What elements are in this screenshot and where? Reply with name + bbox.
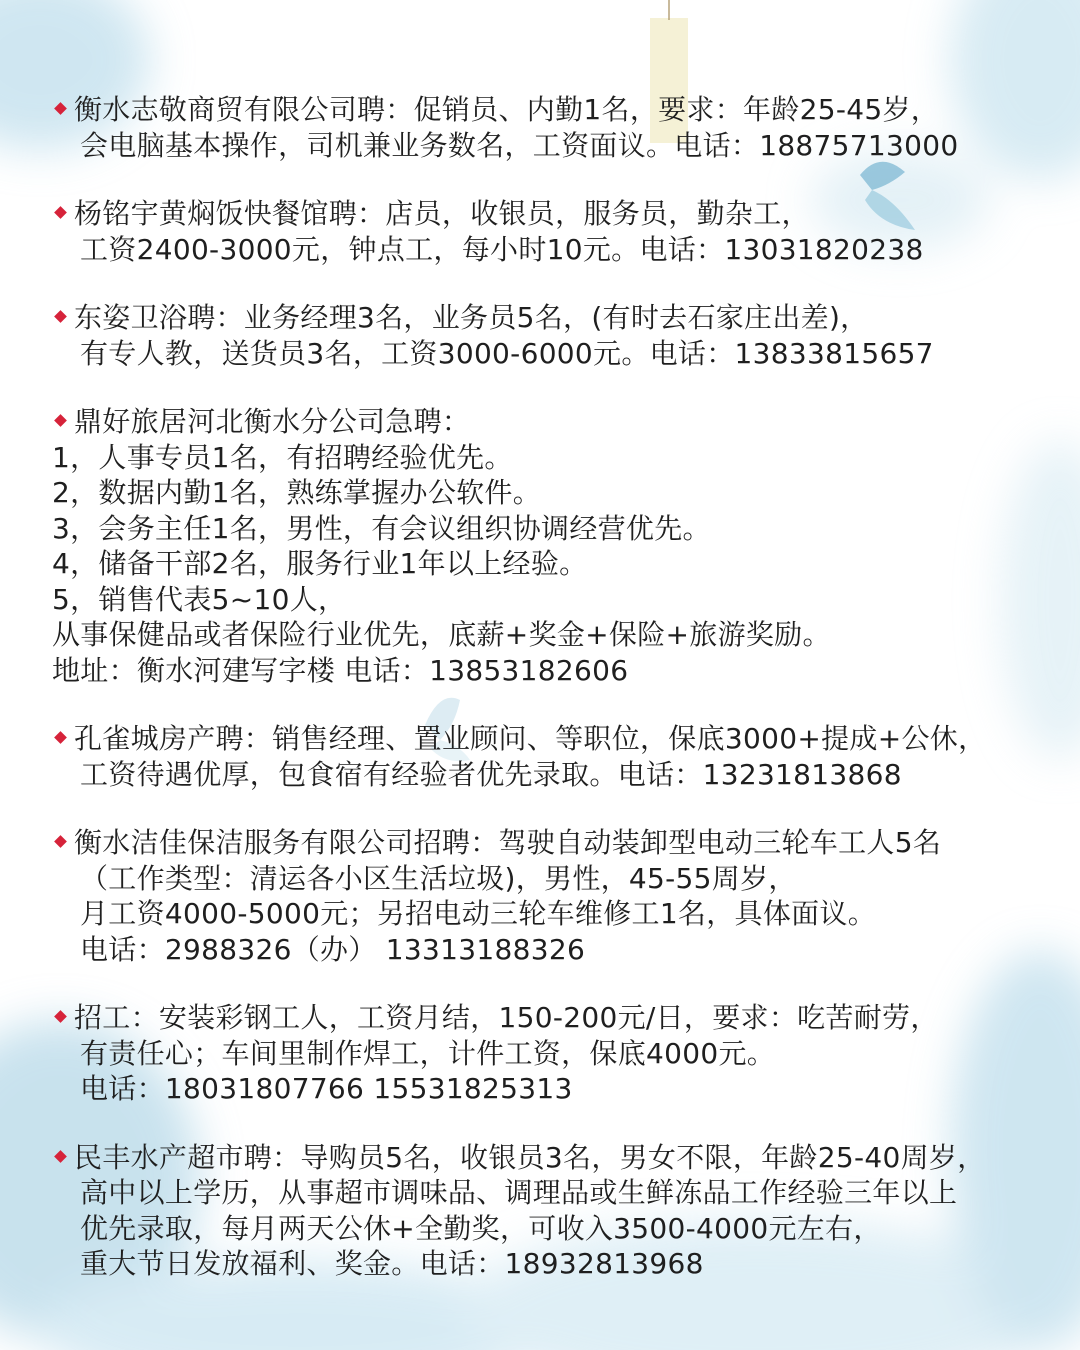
red-diamond-bullet-icon <box>54 414 67 427</box>
job-post-line <box>52 511 1042 547</box>
job-post-line <box>52 653 1042 689</box>
job-post <box>52 92 1042 163</box>
line-text: 衡水志敬商贸有限公司聘：促销员、内勤1名，要求：年龄25-45岁， <box>74 93 940 126</box>
job-listings <box>52 92 1042 1315</box>
job-post-title <box>52 721 1042 757</box>
red-diamond-bullet-icon <box>54 206 67 219</box>
job-post-line <box>52 1071 1042 1107</box>
job-post-line <box>52 128 1042 164</box>
line-text: 会电脑基本操作，司机兼业务数名，工资面议。电话：18875713000 <box>80 128 959 162</box>
job-post-line <box>52 1175 1042 1211</box>
line-text: 杨铭宇黄焖饭快餐馆聘：店员，收银员，服务员，勤杂工， <box>74 197 810 230</box>
line-text: 东姿卫浴聘：业务经理3名，业务员5名，(有时去石家庄出差)， <box>74 301 869 334</box>
job-post-title <box>52 300 1042 336</box>
job-post-title <box>52 404 1042 440</box>
line-text: 有责任心；车间里制作焊工，计件工资，保底4000元。 <box>80 1036 776 1070</box>
line-text: 高中以上学历，从事超市调味品、调理品或生鲜冻品工作经验三年以上 <box>80 1176 958 1209</box>
job-post-line <box>52 861 1042 897</box>
job-post <box>52 721 1042 792</box>
line-text: 从事保健品或者保险行业优先，底薪+奖金+保险+旅游奖励。 <box>52 618 831 651</box>
line-text: 2，数据内勤1名，熟练掌握办公软件。 <box>52 476 542 509</box>
red-diamond-bullet-icon <box>54 102 67 115</box>
job-post-title <box>52 92 1042 128</box>
line-text: 民丰水产超市聘：导购员5名，收银员3名，男女不限，年龄25-40周岁， <box>74 1140 986 1174</box>
job-post-line <box>52 582 1042 618</box>
line-text: 孔雀城房产聘：销售经理、置业顾问、等职位，保底3000+提成+公休， <box>74 722 987 755</box>
job-post-line <box>52 757 1042 793</box>
line-text: 工资2400-3000元，钟点工，每小时10元。电话：13031820238 <box>80 232 924 266</box>
red-diamond-bullet-icon <box>54 1150 67 1163</box>
job-post <box>52 1140 1042 1282</box>
job-post-line <box>52 1246 1042 1282</box>
job-post-line <box>52 1211 1042 1247</box>
line-text: 月工资4000-5000元；另招电动三轮车维修工1名，具体面议。 <box>80 897 877 930</box>
red-diamond-bullet-icon <box>54 835 67 848</box>
line-text: 鼎好旅居河北衡水分公司急聘： <box>74 405 471 438</box>
line-text: 工资待遇优厚，包食宿有经验者优先录取。电话：13231813868 <box>80 757 902 791</box>
job-post <box>52 1000 1042 1107</box>
job-post-line <box>52 932 1042 968</box>
job-post-line <box>52 896 1042 932</box>
job-post <box>52 404 1042 688</box>
job-post-line <box>52 232 1042 268</box>
job-post-title <box>52 825 1042 861</box>
line-text: 地址：衡水河建写字楼 电话：13853182606 <box>52 653 629 687</box>
job-post-title <box>52 196 1042 232</box>
line-text: 5，销售代表5~10人， <box>52 582 347 616</box>
job-post-title <box>52 1000 1042 1036</box>
line-text: 电话：2988326（办） 13313188326 <box>80 932 586 966</box>
job-post-line <box>52 336 1042 372</box>
job-post-line <box>52 475 1042 511</box>
job-post <box>52 196 1042 267</box>
line-text: 重大节日发放福利、奖金。电话：18932813968 <box>80 1247 704 1280</box>
red-diamond-bullet-icon <box>54 310 67 323</box>
job-post <box>52 300 1042 371</box>
job-post-title <box>52 1140 1042 1176</box>
red-diamond-bullet-icon <box>54 1010 67 1023</box>
job-post <box>52 825 1042 967</box>
line-text: 4，储备干部2名，服务行业1年以上经验。 <box>52 547 588 580</box>
line-text: （工作类型：清运各小区生活垃圾)，男性，45-55周岁， <box>80 861 797 895</box>
line-text: 招工：安装彩钢工人，工资月结，150-200元/日，要求：吃苦耐劳， <box>74 1001 939 1034</box>
line-text: 电话：18031807766 15531825313 <box>80 1072 573 1105</box>
job-post-line <box>52 546 1042 582</box>
line-text: 衡水洁佳保洁服务有限公司招聘：驾驶自动装卸型电动三轮车工人5名 <box>74 826 942 859</box>
red-diamond-bullet-icon <box>54 731 67 744</box>
job-post-line <box>52 1036 1042 1072</box>
line-text: 优先录取，每月两天公休+全勤奖，可收入3500-4000元左右， <box>80 1211 882 1245</box>
job-post-line <box>52 617 1042 653</box>
job-post-line <box>52 440 1042 476</box>
line-text: 3，会务主任1名，男性，有会议组织协调经营优先。 <box>52 511 711 545</box>
line-text: 1，人事专员1名，有招聘经验优先。 <box>52 440 513 474</box>
line-text: 有专人教，送货员3名，工资3000-6000元。电话：13833815657 <box>80 336 934 370</box>
